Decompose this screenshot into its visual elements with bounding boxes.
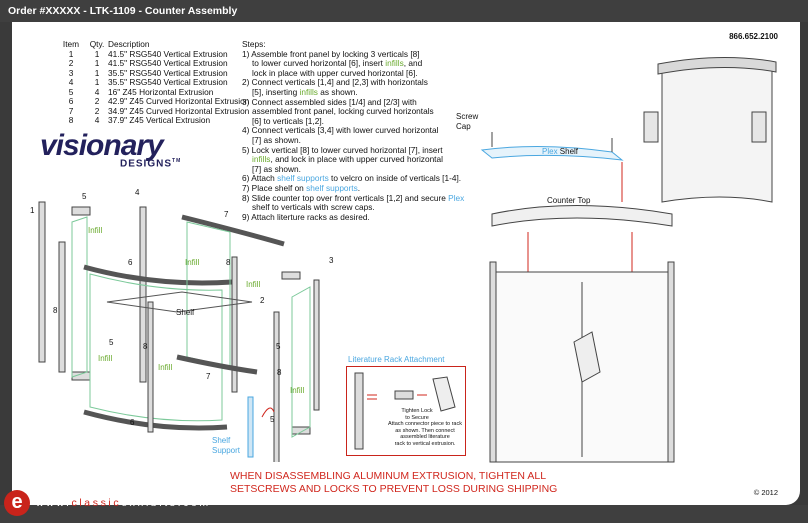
step-4-line-1: 4) Connect verticals [3,4] with lower curved horizontal: [242, 125, 439, 136]
step-4-line-2: [7] as shown.: [252, 134, 301, 145]
step-text: to velcro on inside of verticals [1-4].: [328, 173, 462, 184]
label-5: 5: [109, 338, 114, 347]
label-5: 5: [270, 415, 275, 424]
vertical-1: [39, 202, 45, 362]
label-5: 5: [82, 192, 87, 201]
infill-panel-left: [72, 217, 87, 377]
cell: 1: [68, 48, 74, 59]
step-text: as shown.: [317, 86, 358, 97]
label-2: 2: [260, 296, 265, 305]
step-2-line-1: 2) Connect verticals [1,4] and [2,3] with horizontals: [242, 77, 428, 88]
shelf-label: Shelf: [176, 308, 195, 317]
cell: 37.9" Z45 Vertical Extrusion: [108, 115, 211, 125]
attach-line3: assembled literature: [400, 434, 450, 440]
cell: 1: [94, 67, 100, 78]
tighten-note: [392, 408, 442, 421]
literature-rack: [433, 377, 455, 411]
attach-line2: as shown. Then connect: [395, 427, 455, 434]
step-text: [5], inserting: [252, 86, 300, 97]
brand-sub-text: DESIGNS: [120, 158, 173, 170]
title-bar: [0, 0, 808, 22]
vertical-2: [274, 312, 282, 462]
rack-attachment-title: Literature Rack Attachment: [348, 355, 445, 364]
warning-line1: WHEN DISASSEMBLING ALUMINUM EXTRUSION, TIGHTEN ALL: [230, 470, 547, 482]
steps-heading: Steps:: [242, 39, 266, 49]
cell: 2: [94, 105, 100, 116]
cell: 34.9" Z45 Curved Horizontal Extrusion: [108, 105, 250, 116]
parts-list: [56, 40, 249, 126]
step-text: 7) Place shelf on: [242, 182, 307, 193]
plex-shelf-label: [542, 147, 578, 156]
shelf-support: [248, 397, 253, 457]
tighten-line2: to Secure: [405, 414, 429, 421]
vertical-extrusion: [355, 373, 363, 449]
label-6: 6: [130, 418, 135, 427]
visionary-designs-logo: [40, 129, 182, 170]
shelf-support-label: [212, 436, 240, 456]
cell: 7: [68, 105, 74, 116]
horizontal-5c: [282, 272, 300, 279]
cell: 16" Z45 Horizontal Extrusion: [108, 86, 214, 97]
curved-horizontal-6-lower: [84, 412, 227, 428]
step-text: , and lock in place with upper curved horizontal: [270, 154, 443, 165]
step-text: , and: [403, 58, 423, 69]
connector-piece: [395, 391, 413, 399]
step-1-line-1: 1) Assemble front panel by locking 3 verticals [8]: [242, 48, 420, 59]
infill-label: Infill: [185, 258, 200, 267]
url-suffix: exhibits.com: [121, 497, 211, 509]
step-5-line-1: 5) Lock vertical [8] to lower curved horizontal [7], insert: [242, 144, 443, 155]
vertical-8a: [59, 242, 65, 372]
thumbnail-rack-right: [752, 112, 766, 142]
label-5: 5: [276, 342, 281, 351]
label-8: 8: [277, 368, 282, 377]
label-7: 7: [206, 372, 211, 381]
step-1-line-3: lock in place with upper curved horizontal [6].: [252, 67, 418, 78]
vertical-8c: [232, 257, 237, 392]
cell: 4: [68, 77, 74, 87]
warning-line2: SETSCREWS AND LOCKS TO PREVENT LOSS DURING SHIPPING: [230, 483, 558, 495]
screw-line1: Screw: [456, 112, 479, 121]
cell: 3: [68, 67, 74, 78]
cell: 1: [94, 58, 100, 68]
screw-cap-label: [456, 112, 478, 132]
label-8: 8: [226, 258, 231, 267]
phone-number: 866.652.2100: [729, 32, 778, 41]
label-8: 8: [143, 342, 148, 351]
cell: 41.5" RSG540 Vertical Extrusion: [108, 48, 228, 59]
infill-label: Infill: [88, 226, 103, 235]
counter-top-label: Counter Top: [547, 196, 591, 205]
shelf-word: Shelf: [557, 147, 579, 156]
url-prefix: www.: [36, 497, 72, 509]
infill-label: Infill: [290, 386, 305, 395]
thumbnail-rack-left: [644, 112, 658, 142]
step-5-line-3: [7] as shown.: [252, 163, 301, 174]
curved-horizontal-6-upper: [84, 267, 232, 283]
attach-note: [380, 421, 470, 447]
infills-term: infills: [385, 58, 404, 69]
vertical-8b: [148, 302, 153, 432]
label-1: 1: [30, 206, 35, 215]
col-item: Item: [62, 39, 80, 49]
shelf-supports-term: shelf supports: [306, 182, 358, 193]
step-9: 9) Attach literture racks as desired.: [242, 211, 370, 222]
step-3-line-3: [6] to verticals [1,2].: [252, 115, 324, 126]
disassembly-warning: [230, 470, 557, 496]
brand-tm: TM: [172, 158, 182, 164]
cell: 41.5" RSG540 Vertical Extrusion: [108, 58, 228, 68]
infill-panel-back: [187, 222, 230, 367]
url-brand: classic: [71, 497, 122, 509]
step-text: 6) Attach: [242, 173, 278, 184]
label-3: 3: [329, 256, 334, 265]
cell: 6: [68, 96, 74, 106]
cell: 42.9" Z45 Curved Horizontal Extrusion: [108, 96, 250, 106]
attach-line1: Attach connector piece to rack: [388, 421, 462, 427]
vertical-4: [140, 207, 146, 382]
vertical-3: [314, 280, 319, 410]
step-8-line-2: shelf to verticals with screw caps.: [252, 202, 375, 213]
plex-term: Plex: [448, 192, 465, 203]
step-text: 8) Slide counter top over front verticals [1,2] and secure: [242, 192, 449, 203]
shelf-support-line2: Support: [212, 446, 241, 455]
step-3-line-1: 3) Connect assembled sides [1/4] and [2/3] with: [242, 96, 417, 107]
classic-exhibits-logo-icon: e: [4, 490, 30, 516]
cell: 1: [94, 48, 100, 59]
infills-term: infills: [252, 154, 271, 165]
curved-horizontal-7-lower: [177, 357, 257, 372]
tighten-line1: Tighten Lock: [401, 408, 433, 414]
infill-panel-right: [292, 287, 310, 437]
col-description: Description: [108, 39, 150, 49]
cell: 35.5" RSG540 Vertical Extrusion: [108, 67, 228, 78]
step-text: to lower curved horizontal [6], insert: [252, 58, 386, 69]
cell: 5: [68, 86, 74, 97]
step-text: .: [357, 182, 361, 193]
website-url[interactable]: [36, 497, 211, 509]
counter-top-panel: [492, 206, 672, 227]
label-7: 7: [224, 210, 229, 219]
brand-name: visionary: [40, 129, 163, 162]
curved-horizontal-7-upper: [182, 217, 284, 244]
infill-label: Infill: [158, 363, 173, 372]
attach-line4: rack to vertical extrusion.: [394, 440, 456, 447]
cell: 4: [94, 115, 100, 125]
table-row: [56, 116, 249, 126]
plex-word: Plex: [542, 147, 558, 156]
infill-label: Infill: [246, 280, 261, 289]
cell: 4: [94, 86, 100, 97]
shelf-support-line1: Shelf: [212, 436, 231, 445]
screw-line2: Cap: [456, 122, 471, 131]
shelf-supports-term: shelf supports: [277, 173, 329, 184]
label-4: 4: [135, 188, 140, 197]
front-vertical-left: [490, 262, 496, 462]
cell: 35.5" RSG540 Vertical Extrusion: [108, 77, 228, 87]
infills-term: infills: [299, 86, 318, 97]
cell: 8: [68, 115, 74, 125]
step-3-line-2: assembled front panel, locking curved horizontals: [252, 106, 434, 117]
label-8: 8: [53, 306, 58, 315]
instruction-sheet: [12, 22, 800, 505]
infill-panel-front: [90, 274, 222, 421]
cell: 2: [94, 96, 100, 106]
page-title: Order #XXXXX - LTK-1109 - Counter Assembly: [8, 5, 238, 17]
arrow-left: [367, 395, 377, 399]
horizontal-5a: [72, 207, 90, 215]
infill-label: Infill: [98, 354, 113, 363]
copyright: © 2012: [753, 488, 778, 497]
front-vertical-right: [668, 262, 674, 462]
label-6: 6: [128, 258, 133, 267]
cell: 2: [68, 58, 74, 68]
cell: 1: [94, 77, 100, 87]
col-qty: Qty.: [89, 39, 105, 49]
counter-diagram: [472, 42, 800, 472]
